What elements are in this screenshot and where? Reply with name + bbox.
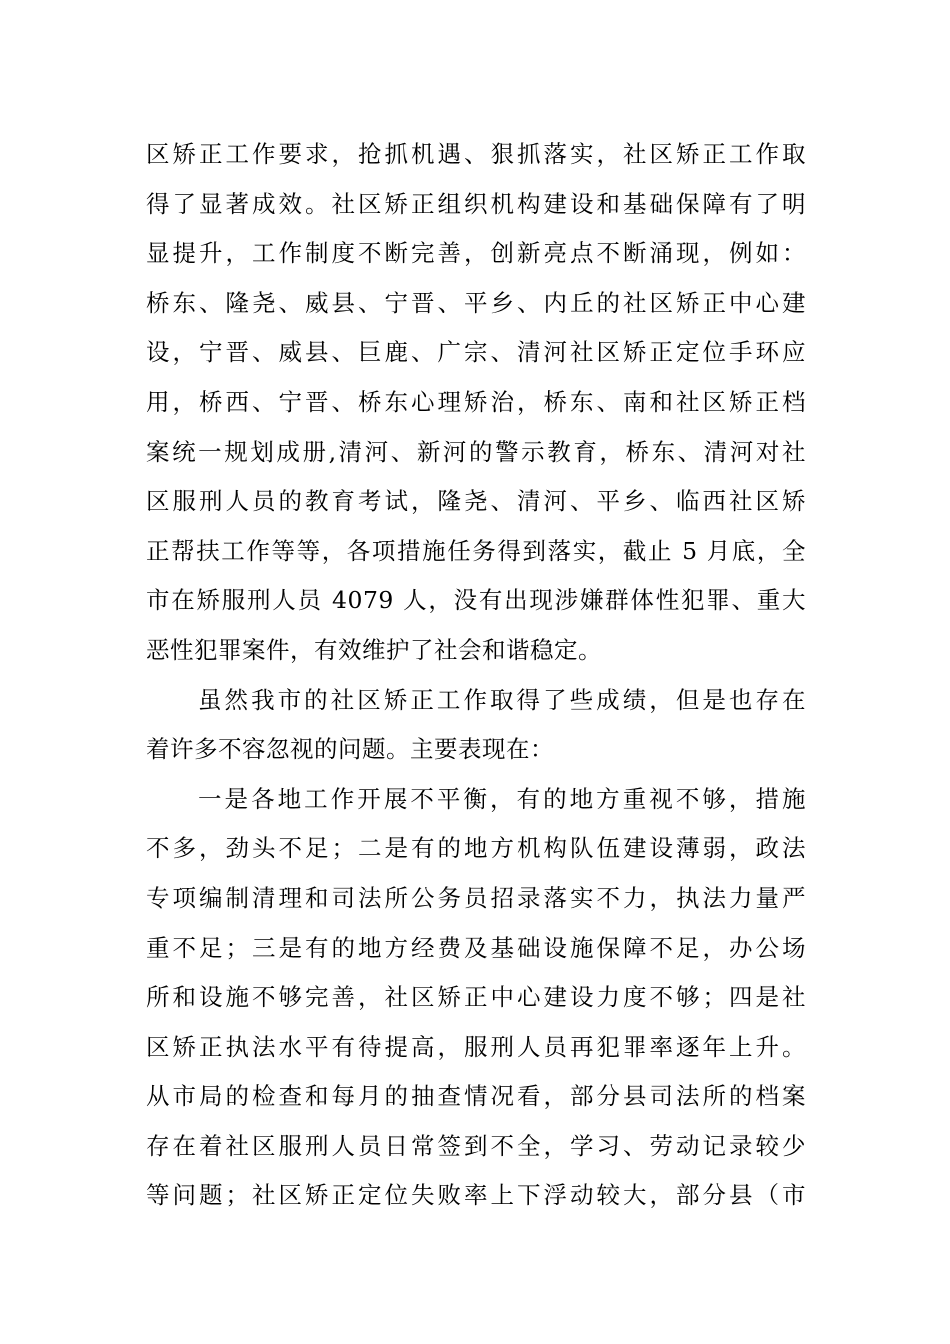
paragraph	[146, 130, 806, 676]
text-line: 存在着社区服刑人员日常签到不全，学习、劳动记录较少	[146, 1131, 806, 1160]
text-line: 区矫正工作要求，抢抓机遇、狠抓落实，社区矫正工作取	[146, 140, 806, 168]
text-line: 专项编制清理和司法所公务员招录落实不力，执法力量严	[146, 883, 806, 912]
text-line: 设，宁晋、威县、巨鹿、广宗、清河社区矫正定位手环应	[146, 338, 806, 367]
text-line: 用，桥西、宁晋、桥东心理矫治，桥东、南和社区矫正档	[146, 387, 806, 416]
text-line: 虽然我市的社区矫正工作取得了些成绩，但是也存在	[198, 685, 806, 714]
paragraph	[146, 775, 806, 1221]
text-line: 显提升，工作制度不断完善，创新亮点不断涌现，例如：	[146, 239, 806, 268]
text-line: 所和设施不够完善，社区矫正中心建设力度不够；四是社	[146, 983, 806, 1012]
body-text	[146, 130, 806, 1221]
text-line: 从市局的检查和每月的抽查情况看，部分县司法所的档案	[146, 1082, 806, 1111]
text-line: 区服刑人员的教育考试，隆尧、清河、平乡、临西社区矫	[146, 487, 806, 516]
paragraph	[146, 676, 806, 775]
text-line: 桥东、隆尧、威县、宁晋、平乡、内丘的社区矫正中心建	[146, 288, 806, 317]
text-line: 正帮扶工作等等，各项措施任务得到落实，截止 5 月底，全	[146, 536, 806, 565]
text-line: 一是各地工作开展不平衡，有的地方重视不够，措施	[198, 784, 806, 813]
text-line: 区矫正执法水平有待提高，服刑人员再犯罪率逐年上升。	[146, 1032, 806, 1061]
text-line: 恶性犯罪案件，有效维护了社会和谐稳定。	[146, 635, 602, 664]
text-line: 着许多不容忽视的问题。主要表现在：	[146, 735, 554, 764]
text-line: 案统一规划成册,清河、新河的警示教育，桥东、清河对社	[146, 437, 806, 466]
text-line: 等问题；社区矫正定位失败率上下浮动较大，部分县（市	[146, 1181, 806, 1210]
text-line: 得了显著成效。社区矫正组织机构建设和基础保障有了明	[146, 189, 806, 218]
text-line: 不多，劲头不足；二是有的地方机构队伍建设薄弱，政法	[146, 834, 806, 863]
text-line: 重不足；三是有的地方经费及基础设施保障不足，办公场	[146, 933, 806, 962]
text-line: 市在矫服刑人员 4079 人，没有出现涉嫌群体性犯罪、重大	[146, 586, 806, 615]
